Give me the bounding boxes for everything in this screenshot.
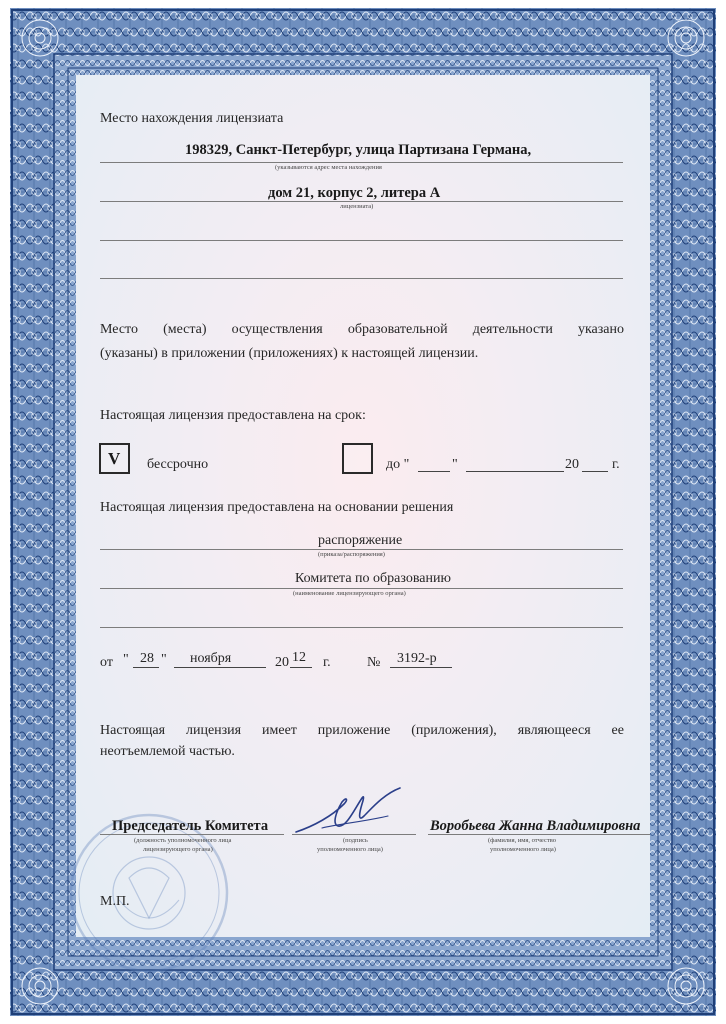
until-day-line — [418, 471, 450, 472]
until-year-line — [582, 471, 608, 472]
stamp-place-label: М.П. — [100, 894, 130, 909]
position-caption-1: (должность уполномоченного лица — [134, 837, 232, 844]
address-caption-1: (указываются адрес места нахождения — [275, 164, 382, 171]
appendix-line-2: неотъемлемой частью. — [100, 744, 235, 759]
address-underline-3 — [100, 240, 623, 241]
handwritten-signature — [292, 786, 412, 838]
until-quote-close: " — [452, 457, 458, 472]
basis-underline-3 — [100, 627, 623, 628]
address-line-2: дом 21, корпус 2, литера А — [268, 185, 441, 201]
decision-type: распоряжение — [318, 533, 403, 548]
position-underline — [100, 834, 284, 835]
address-line-1: 198329, Санкт-Петербург, улица Партизана Германа, — [185, 142, 532, 158]
decision-caption: (приказа/распоряжения) — [318, 551, 385, 558]
decision-number: 3192-р — [397, 651, 437, 666]
date-open-quote: " — [123, 652, 129, 667]
address-underline-2 — [100, 201, 623, 202]
name-caption-2: уполномоченного лица) — [490, 846, 556, 853]
name-underline — [428, 834, 650, 835]
authority-name: Комитета по образованию — [295, 571, 451, 586]
address-caption-2: лицензиата) — [340, 203, 374, 210]
date-month: ноября — [190, 651, 232, 666]
authority-underline — [100, 588, 623, 589]
number-sign: № — [367, 655, 381, 670]
indefinite-checkbox[interactable] — [99, 443, 130, 474]
signature-underline — [292, 834, 416, 835]
date-year-line — [290, 667, 312, 668]
until-year-suffix: г. — [612, 457, 620, 472]
date-year-suffix: г. — [323, 655, 331, 670]
places-line-1: Место (места) осуществления образовательной деятельности указано — [100, 322, 624, 337]
until-year-prefix: 20 — [565, 457, 579, 472]
date-year: 12 — [292, 650, 306, 665]
signer-name: Воробьева Жанна Владимировна — [430, 818, 641, 834]
term-label: Настоящая лицензия предоставлена на срок: — [100, 408, 366, 423]
until-prefix: до " — [386, 457, 410, 472]
address-underline-1 — [100, 162, 623, 163]
date-day: 28 — [140, 651, 154, 666]
places-line-2: (указаны) в приложении (приложениях) к настоящей лицензии. — [100, 346, 479, 361]
appendix-line-1: Настоящая лицензия имеет приложение (приложения), являющееся ее — [100, 723, 624, 738]
date-from: от — [100, 655, 113, 670]
address-underline-4 — [100, 278, 623, 279]
authority-caption: (наименование лицензирующего органа) — [293, 590, 406, 597]
until-month-line — [466, 471, 564, 472]
sign-caption-1: (подпись — [343, 837, 368, 844]
until-date-checkbox[interactable] — [342, 443, 373, 474]
appendix-paragraph — [100, 718, 624, 745]
position-caption-2: лицензирующего органа) — [143, 846, 213, 853]
signer-position: Председатель Комитета — [112, 818, 269, 834]
sign-caption-2: уполномоченного лица) — [317, 846, 383, 853]
places-paragraph — [100, 317, 624, 344]
date-year-prefix: 20 — [275, 655, 289, 670]
indefinite-label: бессрочно — [147, 457, 209, 472]
decision-underline — [100, 549, 623, 550]
date-close-quote: " — [161, 652, 167, 667]
checkbox-mark: V — [108, 449, 121, 468]
date-month-line — [174, 667, 266, 668]
basis-label: Настоящая лицензия предоставлена на основании решения — [100, 500, 454, 515]
date-day-line — [133, 667, 159, 668]
number-line — [390, 667, 452, 668]
address-label: Место нахождения лицензиата — [100, 111, 284, 126]
name-caption-1: (фамилия, имя, отчество — [488, 837, 556, 844]
